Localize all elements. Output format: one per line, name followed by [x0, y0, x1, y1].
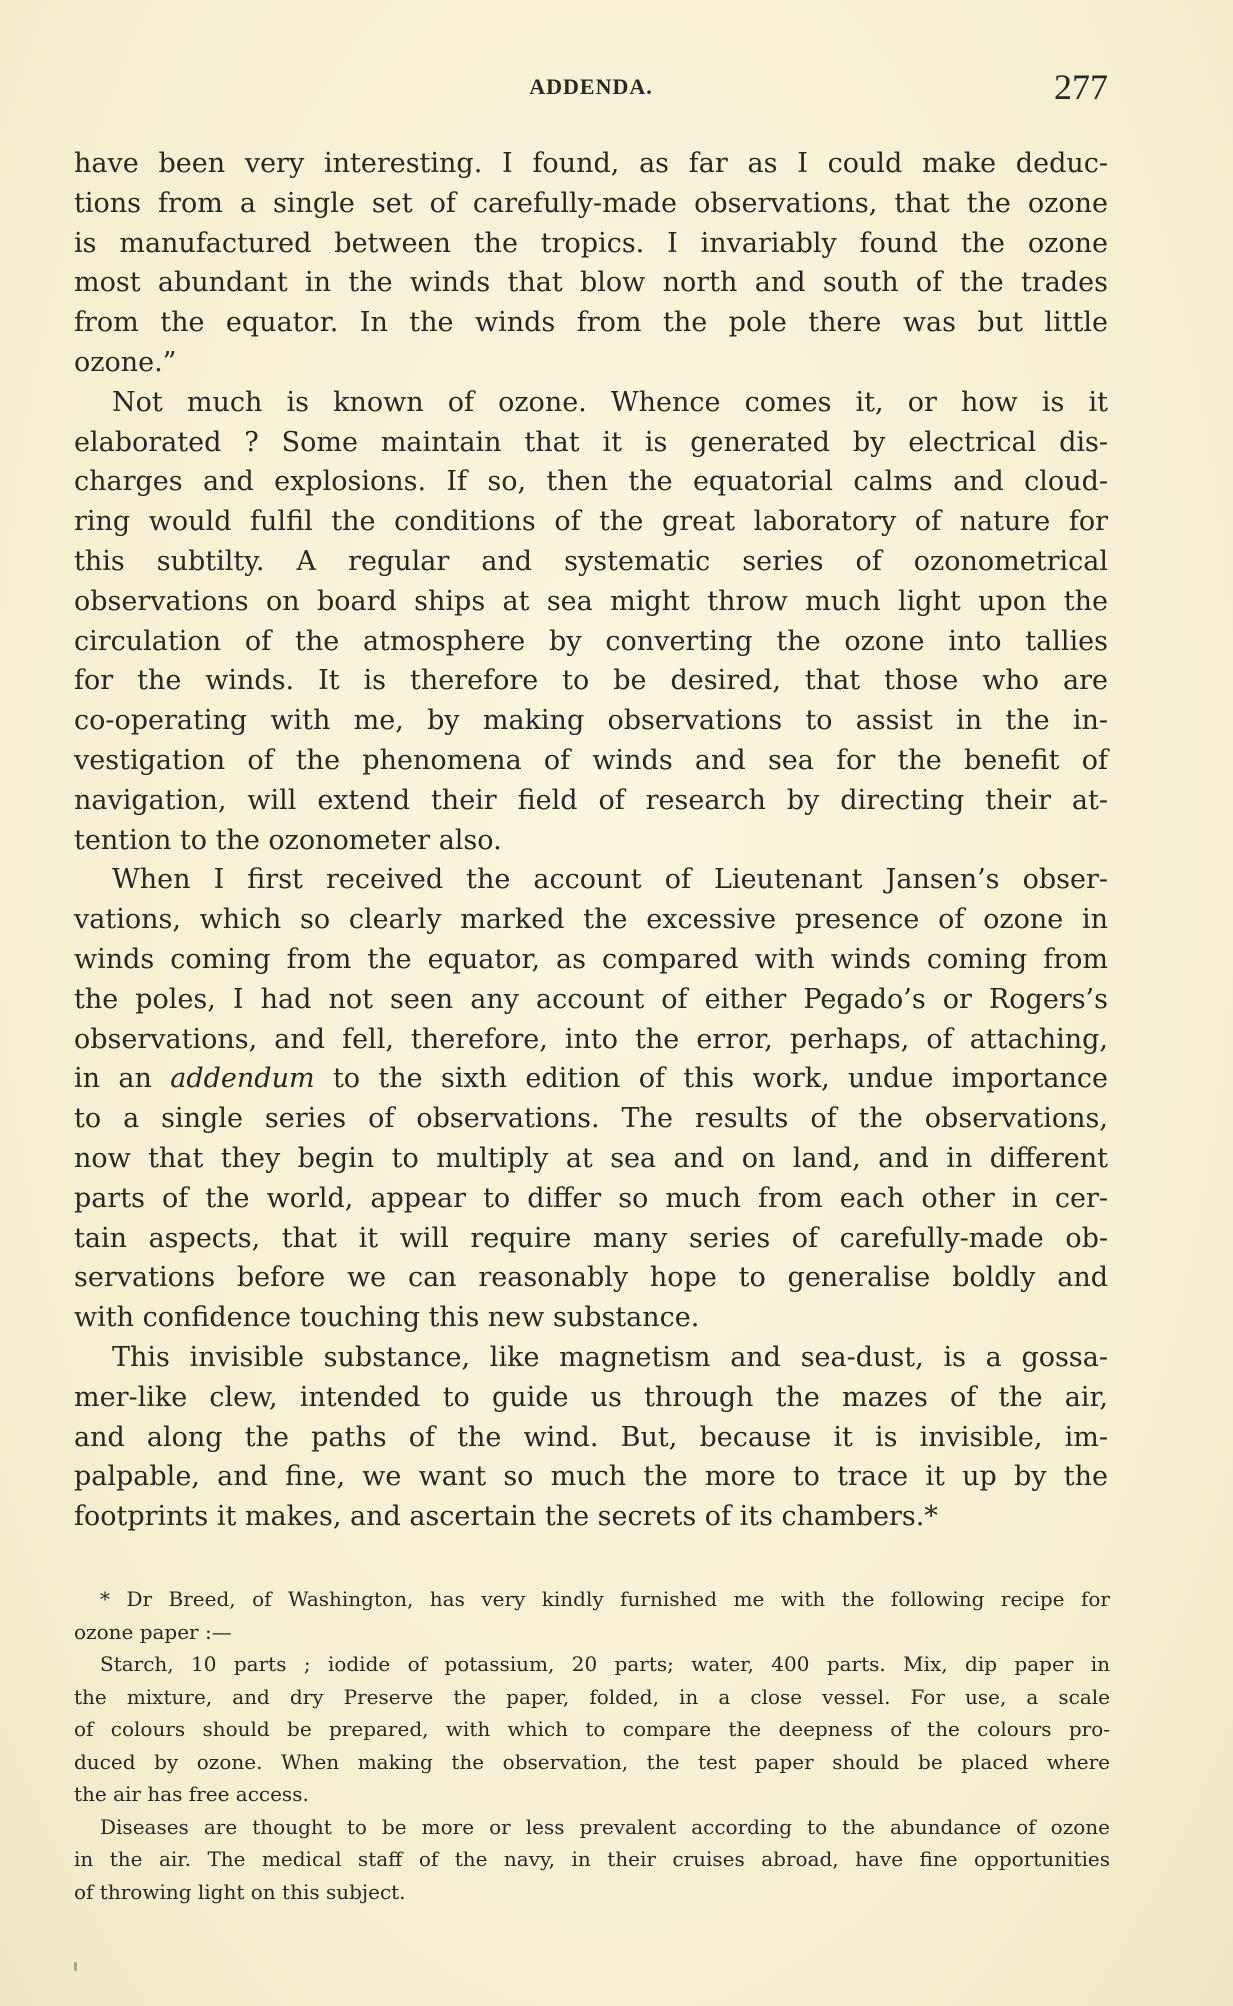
footnote-line: the mixture, and dry Preserve the paper, folded, in a close vessel. For use, a scale [74, 1684, 1110, 1709]
text-line: from the equator. In the winds from the pole there was but little [74, 307, 1108, 339]
text-line: for the winds. It is therefore to be desired, that those who are [74, 665, 1108, 697]
text-line: servations before we can reasonably hope to generalise boldly and [74, 1262, 1108, 1294]
text-line: and along the paths of the wind. But, because it is invisible, im- [74, 1421, 1108, 1453]
text-line: tention to the ozonometer also. [74, 824, 502, 856]
italic-word: addendum [170, 1063, 315, 1095]
text-line-with-italic [74, 1059, 1108, 1099]
text-line: tain aspects, that it will require many series of carefully-made ob- [74, 1222, 1108, 1254]
paragraph-start: This invisible substance, like magnetism and sea-dust, is a gossa- [112, 1341, 1108, 1373]
main-text [74, 144, 1108, 1537]
footnote-line: Diseases are thought to be more or less prevalent according to the abundance of ozone [100, 1814, 1110, 1839]
footnotes [74, 1583, 1110, 1908]
text-line: parts of the world, appear to differ so much from each other in cer- [74, 1182, 1108, 1214]
text-line: charges and explosions. If so, then the equatorial calms and cloud- [74, 466, 1108, 498]
text-line: navigation, will extend their field of research by directing their at- [74, 784, 1108, 816]
running-head: ADDENDA. [529, 74, 653, 99]
text-line: footprints it makes, and ascertain the secrets of its chambers.* [74, 1501, 938, 1533]
text-line: observations on board ships at sea might throw much light upon the [74, 585, 1108, 617]
text-line: vestigation of the phenomena of winds and sea for the benefit of [74, 744, 1108, 776]
text-line: most abundant in the winds that blow north and south of the trades [74, 267, 1108, 299]
text-line: winds coming from the equator, as compared with winds coming from [74, 943, 1108, 975]
text-line: observations, and fell, therefore, into the error, perhaps, of attaching, [74, 1023, 1108, 1055]
paragraph-start: When I first received the account of Lieutenant Jansen’s obser- [112, 864, 1108, 896]
paper-speck [74, 1962, 77, 1971]
text-line: have been very interesting. I found, as far as I could make deduc- [74, 148, 1108, 179]
page-number: 277 [1054, 67, 1108, 107]
text-line: now that they begin to multiply at sea and on land, and in different [74, 1142, 1108, 1174]
text-line: elaborated ? Some maintain that it is generated by electrical dis- [74, 426, 1108, 458]
text-fragment: to the sixth edition of this work, undue importance [332, 1063, 1108, 1095]
footnote-line: in the air. The medical staff of the navy, in their cruises abroad, have fine opportunities [74, 1847, 1110, 1871]
text-line: co-operating with me, by making observations to assist in the in- [74, 705, 1108, 737]
text-line: tions from a single set of carefully-made observations, that the ozone [74, 187, 1108, 219]
text-line: palpable, and fine, we want so much the more to trace it up by the [74, 1461, 1108, 1493]
text-line: vations, which so clearly marked the excessive presence of ozone in [74, 904, 1108, 936]
footnote-line: of colours should be prepared, with which to compare the deepness of the colours pro- [74, 1717, 1110, 1741]
text-line: ring would fulfil the conditions of the great laboratory of nature for [74, 506, 1108, 538]
footnote-line: Starch, 10 parts ; iodide of potassium, 20 parts; water, 400 parts. Mix, dip paper in [100, 1652, 1110, 1676]
footnote-line: the air has free access. [74, 1782, 309, 1806]
footnote-line: * Dr Breed, of Washington, has very kindly furnished me with the following recipe for [100, 1587, 1110, 1611]
footnote-line: of throwing light on this subject. [74, 1879, 406, 1904]
text-line: is manufactured between the tropics. I invariably found the ozone [74, 227, 1108, 259]
text-fragment: in an [74, 1063, 152, 1095]
footnote-line: duced by ozone. When making the observation, the test paper should be placed where [74, 1749, 1110, 1774]
text-line: circulation of the atmosphere by converting the ozone into tallies [74, 625, 1108, 657]
text-line: this subtilty. A regular and systematic series of ozonometrical [74, 545, 1108, 577]
footnote-line: ozone paper :— [74, 1619, 232, 1644]
text-line: ozone.” [74, 346, 177, 378]
page-header [74, 66, 1108, 112]
text-line: with confidence touching this new substance. [74, 1302, 700, 1334]
paragraph-start: Not much is known of ozone. Whence comes it, or how is it [112, 386, 1108, 418]
text-line: the poles, I had not seen any account of either Pegado’s or Rogers’s [74, 983, 1108, 1015]
text-line: to a single series of observations. The results of the observations, [74, 1103, 1108, 1135]
text-line: mer-like clew, intended to guide us through the mazes of the air, [74, 1381, 1108, 1413]
